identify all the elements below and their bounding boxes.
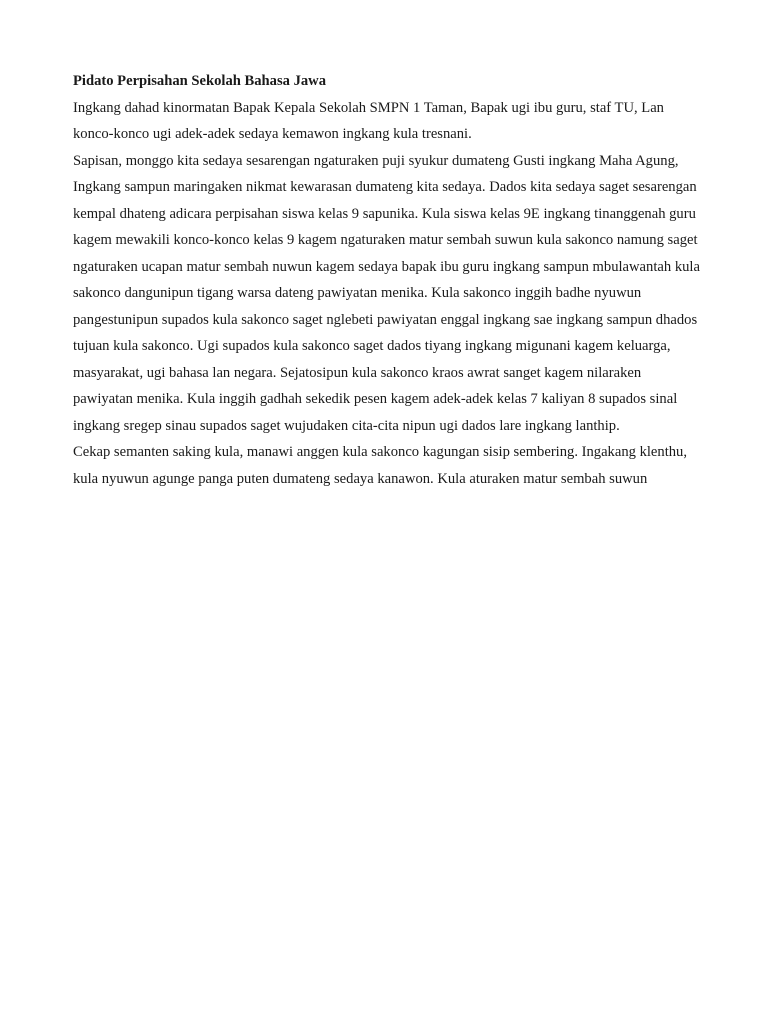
paragraph-closing: Cekap semanten saking kula, manawi anggen kula sakonco kagungan sisip sembering. Ingakang klenthu, kula nyuwun agunge panga puten dumateng sedaya kanawon. Kula aturaken matur sembah suwun bbox=[73, 444, 687, 487]
paragraph-greeting: Ingkang dahad kinormatan Bapak Kepala Sekolah SMPN 1 Taman, Bapak ugi ibu guru, staf TU, Lan konco-konco ugi adek-adek sedaya kemawon ingkang kula tresnani. bbox=[73, 99, 664, 142]
document-title: Pidato Perpisahan Sekolah Bahasa Jawa bbox=[73, 73, 327, 89]
document-body bbox=[73, 68, 703, 492]
paragraph-main: Sapisan, monggo kita sedaya sesarengan ngaturaken puji syukur dumateng Gusti ingkang Maha Agung, Ingkang sampun maringaken nikmat kewarasan dumateng kita sedaya. Dados kita sedaya saget sesarengan kempal dhateng adicara perpisahan siswa kelas 9 sapunika. Kula siswa kelas 9E ingkang tinanggenah guru kagem mewakili konco-konco kelas 9 kagem ngaturaken matur sembah suwun kula sakonco namung saget ngaturaken ucapan matur sembah nuwun kagem sedaya bapak ibu guru ingkang sampun mbulawantah kula sakonco dangunipun tigang warsa dateng pawiyatan menika. Kula sakonco inggih badhe nyuwun pangestunipun supados kula sakonco saget nglebeti pawiyatan enggal ingkang sae ingkang sampun dhados tujuan kula sakonco. Ugi supados kula sakonco saget dados tiyang ingkang migunani kagem keluarga, masyarakat, ugi bahasa lan negara. Sejatosipun kula sakonco kraos awrat sanget kagem nilaraken pawiyatan menika. Kula inggih gadhah sekedik pesen kagem adek-adek kelas 7 kaliyan 8 supados sinal ingkang sregep sinau supados saget wujudaken cita-cita nipun ugi dados lare ingkang lanthip. bbox=[73, 152, 700, 434]
